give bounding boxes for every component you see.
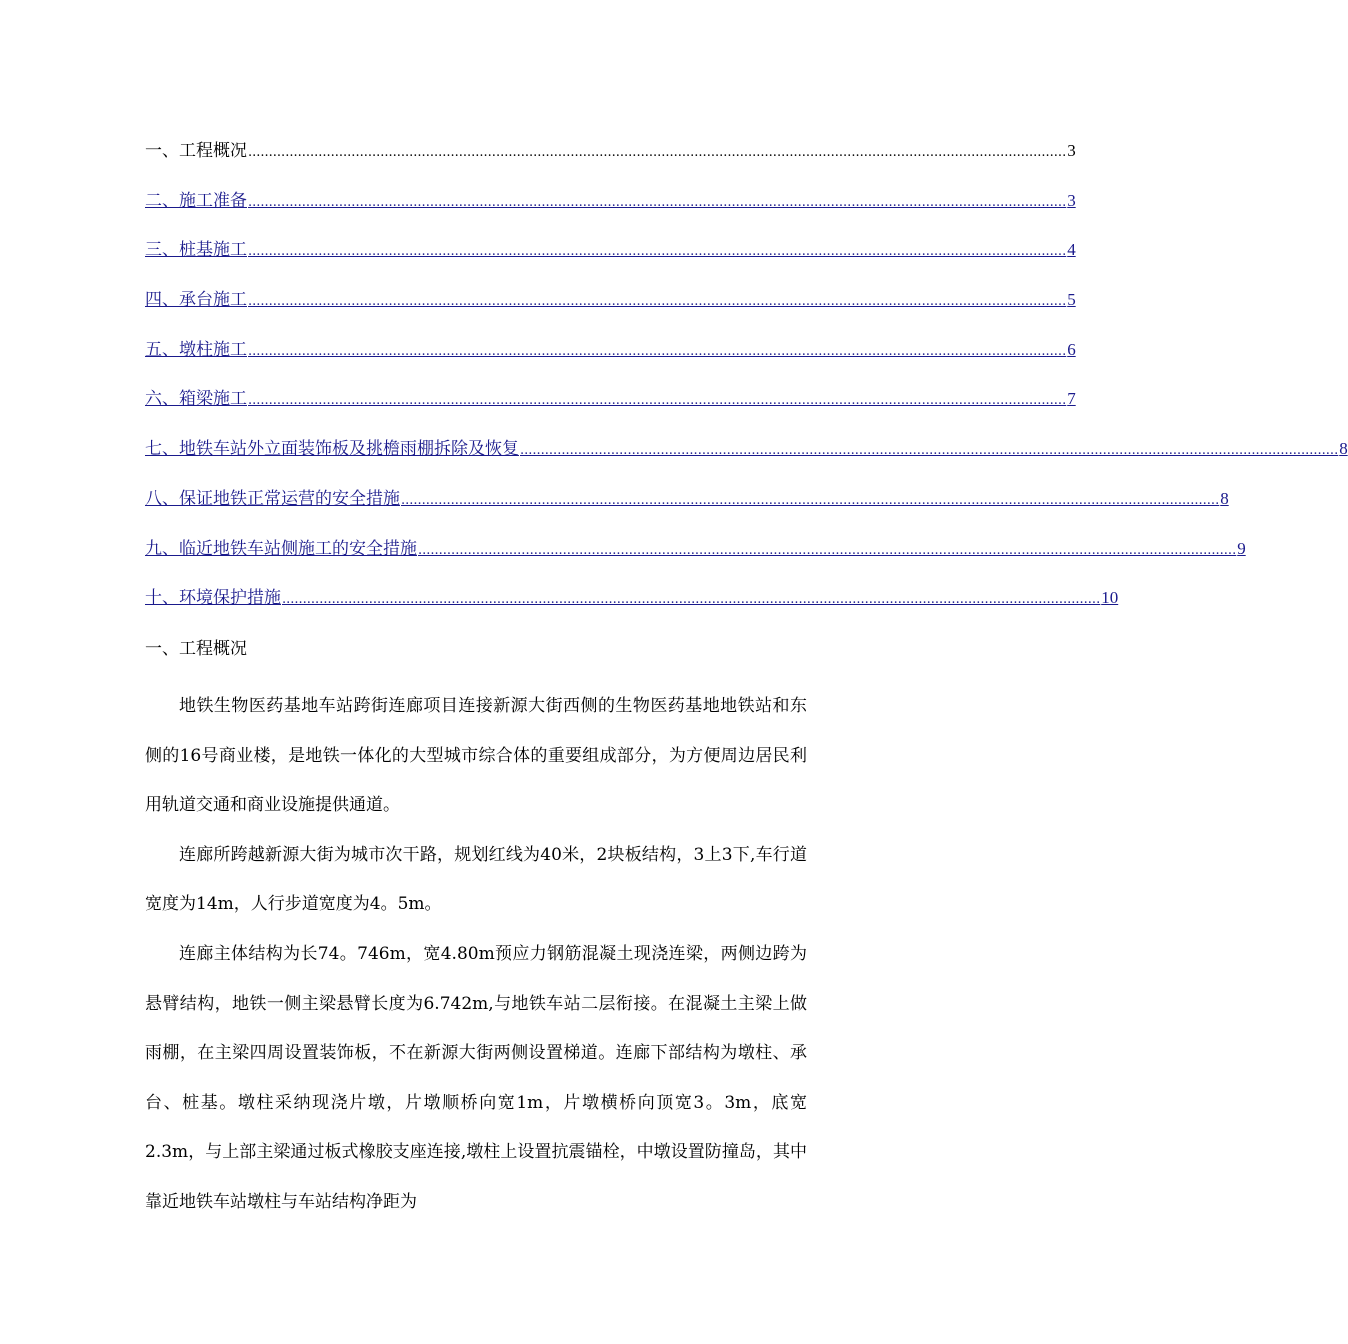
toc-entry-3[interactable] (145, 236, 1076, 286)
toc-entry-8[interactable] (145, 485, 1229, 535)
toc-leader-dots: ...................................................................................................................................................................................................... (248, 294, 1067, 310)
toc-entry-page: 9 (1237, 538, 1246, 558)
toc-entry-page: 5 (1067, 290, 1076, 310)
toc-leader-dots: ...................................................................................................................................................................................................... (248, 343, 1067, 359)
toc-entry-page: 8 (1339, 439, 1348, 459)
section-body (145, 635, 807, 1228)
toc-leader-dots: ...................................................................................................................................................................................................... (282, 592, 1101, 608)
toc-entry-title: 九、临近地铁车站侧施工的安全措施 (145, 538, 417, 559)
toc-entry-page: 8 (1220, 488, 1229, 508)
toc-entry-title: 五、墩柱施工 (145, 339, 247, 360)
toc-leader-dots: ...................................................................................................................................................................................................... (248, 194, 1067, 210)
toc-entry-7[interactable] (145, 435, 1348, 485)
toc-entry-title: 六、箱梁施工 (145, 389, 247, 410)
toc-entry-page: 7 (1067, 389, 1076, 409)
toc-entry-page: 3 (1067, 141, 1076, 160)
toc-entry-page: 6 (1067, 339, 1076, 359)
toc-entry-6[interactable] (145, 385, 1076, 435)
toc-entry-title: 一、工程概况 (145, 141, 247, 161)
paragraph: 地铁生物医药基地车站跨街连廊项目连接新源大街西侧的生物医药基地地铁站和东侧的16号商业楼，是地铁一体化的大型城市综合体的重要组成部分，为方便周边居民利用轨道交通和商业设施提供通道。 (145, 696, 807, 816)
toc-leader-dots: ...................................................................................................................................................................................................... (520, 443, 1339, 459)
toc-entry-5[interactable] (145, 336, 1076, 386)
toc-entry-title: 七、地铁车站外立面装饰板及挑檐雨棚拆除及恢复 (145, 439, 519, 460)
toc-entry-9[interactable] (145, 535, 1246, 585)
toc-leader-dots: ...................................................................................................................................................................................................... (248, 393, 1067, 409)
table-of-contents (145, 137, 1348, 634)
paragraph: 连廊主体结构为长74。746m，宽4.80m预应力钢筋混凝土现浇连梁，两侧边跨为悬臂结构，地铁一侧主梁悬臂长度为6.742m,与地铁车站二层衔接。在混凝土主梁上做雨棚，在主梁四周设置装饰板，不在新源大街两侧设置梯道。连廊下部结构为墩柱、承台、桩基。墩柱采纳现浇片墩，片墩顺桥向宽1m，片墩横桥向顶宽3。3m，底宽2.3m，与上部主梁通过板式橡胶支座连接,墩柱上设置抗震锚栓，中墩设置防撞岛，其中靠近地铁车站墩柱与车站结构净距为 (145, 943, 807, 1212)
toc-entry-4[interactable] (145, 286, 1076, 336)
toc-entry-title: 十、环境保护措施 (145, 588, 281, 609)
toc-leader-dots: ...................................................................................................................................................................................................... (401, 492, 1220, 508)
toc-entry-1[interactable] (145, 137, 1076, 187)
toc-entry-page: 4 (1067, 240, 1076, 260)
toc-entry-title: 四、承台施工 (145, 290, 247, 311)
toc-leader-dots: ...................................................................................................................................................................................................... (248, 145, 1067, 160)
section-heading: 一、工程概况 (145, 639, 247, 659)
paragraph: 连廊所跨越新源大街为城市次干路，规划红线为40米，2块板结构，3上3下,车行道宽度为14m，人行步道宽度为4。5m。 (145, 844, 807, 915)
toc-entry-title: 八、保证地铁正常运营的安全措施 (145, 488, 400, 509)
toc-entry-page: 10 (1101, 588, 1119, 608)
toc-entry-title: 三、桩基施工 (145, 240, 247, 261)
toc-entry-10[interactable] (145, 584, 1119, 634)
toc-entry-2[interactable] (145, 187, 1076, 237)
toc-entry-title: 二、施工准备 (145, 190, 247, 211)
toc-leader-dots: ...................................................................................................................................................................................................... (248, 244, 1067, 260)
toc-entry-page: 3 (1067, 190, 1076, 210)
toc-leader-dots: ...................................................................................................................................................................................................... (418, 542, 1237, 558)
